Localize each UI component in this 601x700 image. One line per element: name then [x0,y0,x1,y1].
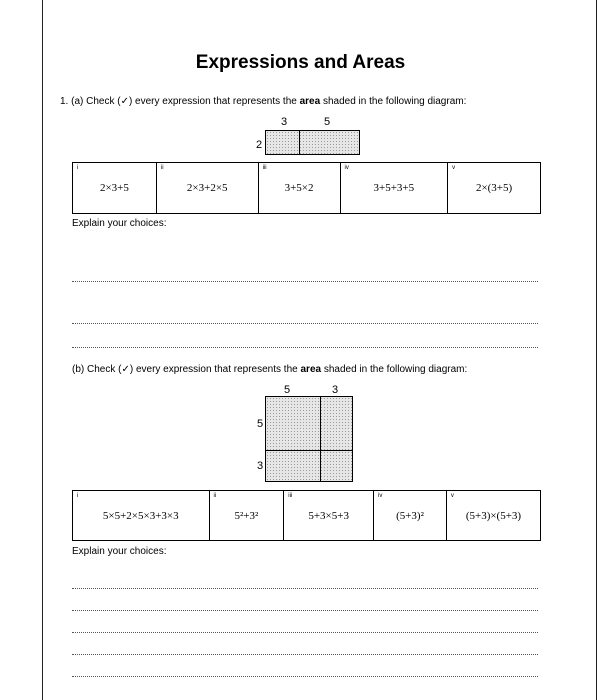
option-b-iv-numeral: iv [378,493,383,499]
answer-line-a-2[interactable] [72,323,538,324]
option-b-v-numeral: v [450,493,454,499]
dim-a-top-right: 5 [324,116,331,128]
option-a-i-numeral: i [77,165,79,171]
option-b-i-numeral: i [77,493,79,499]
option-b-iii[interactable] [284,491,374,541]
dim-a-top-left: 3 [281,116,288,128]
option-b-iii-numeral: iii [288,493,293,499]
option-a-ii-expression: 2×3+2×5 [186,182,228,194]
page-title: Expressions and Areas [195,52,406,73]
option-a-i-expression: 2×3+5 [99,182,129,194]
answer-line-a-3[interactable] [72,347,538,348]
diagram-b-horizontal-divider [265,450,353,451]
question-a-suffix: shaded in the following diagram: [320,96,467,107]
option-a-iv[interactable] [340,163,448,214]
answer-line-a-1[interactable] [72,281,538,282]
question-a-text [60,96,466,107]
answer-line-b-4[interactable] [72,654,538,655]
question-b-suffix: shaded in the following diagram: [321,364,468,375]
answer-line-b-1[interactable] [72,588,538,589]
answer-line-b-3[interactable] [72,632,538,633]
option-b-i-expression: 5×5+2×5×3+3×3 [102,509,179,522]
question-b-text [72,364,467,375]
question-b-prefix: (b) Check (✓) every expression that represents the [72,364,301,375]
option-a-iv-expression: 3+5+3+5 [373,182,415,194]
option-b-ii-numeral: ii [213,493,217,499]
question-a-prefix: 1. (a) Check (✓) every expression that represents the [60,96,300,107]
option-b-ii-expression: 5²+3² [234,509,259,522]
dim-b-top-left: 5 [284,384,291,396]
dim-b-top-right: 3 [332,384,339,396]
diagram-a-shaded-rect [265,130,360,155]
option-a-ii[interactable] [156,163,258,214]
option-a-v[interactable] [448,163,541,214]
explain-label-b: Explain your choices: [72,546,167,557]
option-a-iv-numeral: iv [344,165,349,171]
option-b-i[interactable] [73,491,210,541]
answer-line-b-2[interactable] [72,610,538,611]
question-b-bold: area [300,364,322,375]
option-a-v-expression: 2×(3+5) [475,182,513,194]
diagram-b-shaded-square [265,396,353,482]
dim-a-side: 2 [256,139,263,151]
dim-b-side-top: 5 [257,418,264,430]
option-b-v-expression: (5+3)×(5+3) [465,509,522,522]
diagram-b-vertical-divider [320,396,321,482]
option-a-ii-numeral: ii [160,165,164,171]
option-b-v[interactable] [446,491,540,541]
option-b-iii-expression: 5+3×5+3 [308,509,349,522]
explain-label-a: Explain your choices: [72,218,167,229]
option-a-iii[interactable] [258,163,340,214]
option-a-v-numeral: v [452,165,456,171]
diagram-a-divider [299,130,300,155]
option-b-iv[interactable] [374,491,447,541]
answer-line-b-5[interactable] [72,676,538,677]
option-b-ii[interactable] [209,491,284,541]
dim-b-side-bottom: 3 [257,460,264,472]
question-a-bold: area [299,96,321,107]
options-table-b [72,490,541,541]
option-b-iv-expression: (5+3)² [396,509,424,522]
option-a-i[interactable] [73,163,157,214]
option-a-iii-numeral: iii [262,165,267,171]
option-a-iii-expression: 3+5×2 [284,182,314,194]
options-table-a [72,162,541,214]
